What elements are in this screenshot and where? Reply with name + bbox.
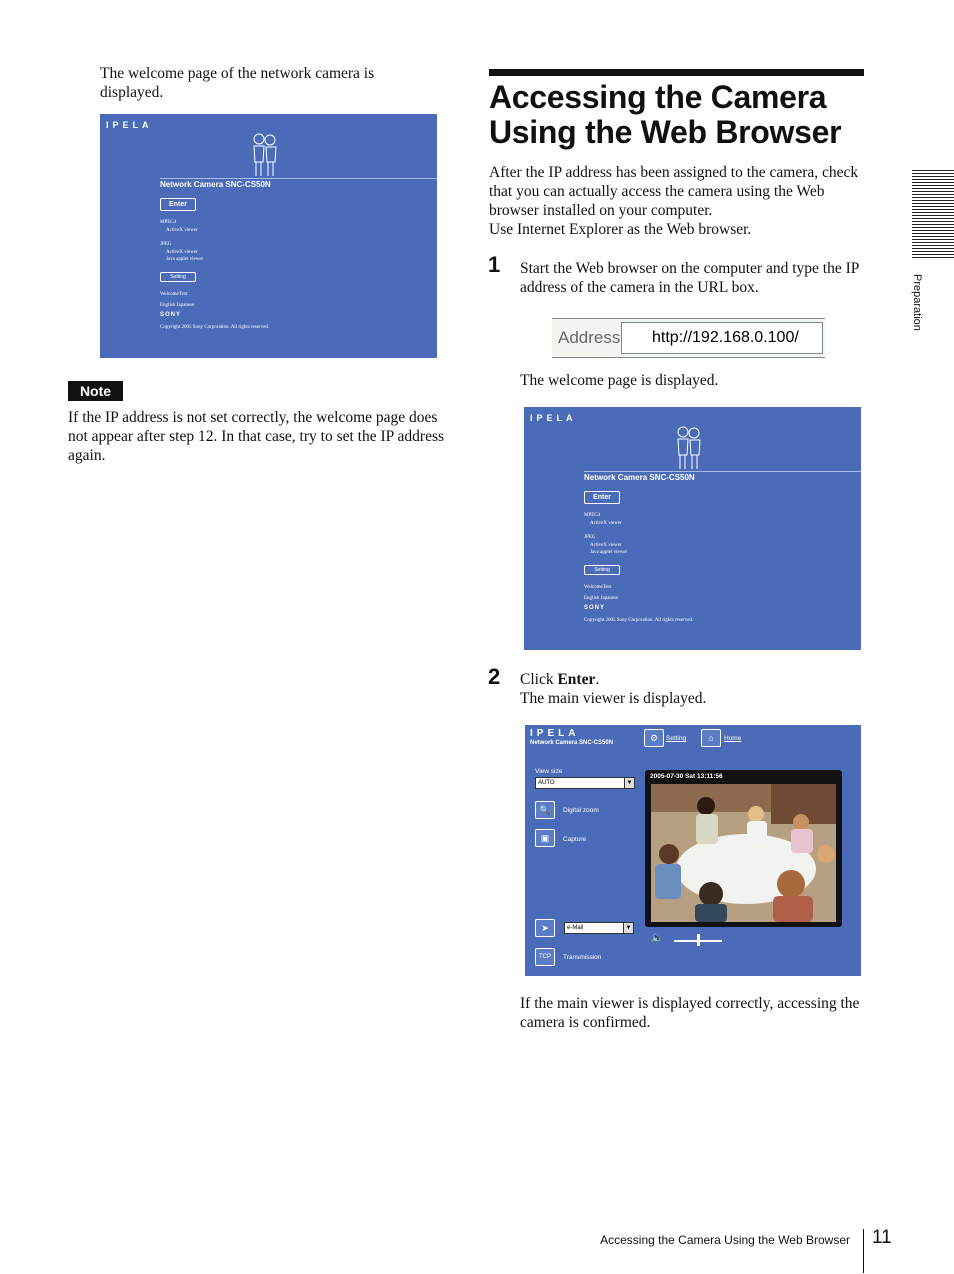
section-tab-stripes [912, 170, 954, 260]
section-intro-line1: After the IP address has been assigned to the camera, check that you can actually access the camera using the Web browser installed on your computer. [489, 164, 859, 219]
home-icon[interactable]: ⌂ [701, 729, 721, 747]
section-title [489, 80, 869, 150]
setting-button[interactable]: Setting [160, 272, 196, 282]
address-bar [552, 318, 825, 358]
chevron-down-icon: ▼ [623, 923, 633, 933]
language-links[interactable]: English Japanese [584, 596, 619, 601]
capture-label[interactable]: Capture [563, 836, 587, 843]
section-title-line1: Accessing the Camera [489, 79, 827, 115]
java-viewer-option[interactable]: Java applet viewer [590, 550, 628, 555]
step-2-suffix: . [595, 671, 600, 688]
ipela-logo: IPELA [530, 728, 580, 739]
section-tab [905, 274, 925, 344]
welcome-page-screenshot-2 [524, 407, 861, 650]
camera-title: Network Camera SNC-CS50N [584, 473, 695, 482]
jpeg-label: JPEG [584, 535, 596, 540]
mascot-icon [674, 425, 704, 471]
setting-button[interactable]: Setting [584, 565, 620, 575]
step-2-result: The main viewer is displayed. [520, 690, 707, 707]
enter-button[interactable]: Enter [584, 491, 620, 504]
volume-slider-handle[interactable] [697, 934, 700, 946]
section-intro [489, 163, 869, 239]
setting-link[interactable]: Setting [666, 735, 687, 742]
welcome-text: WelcomeText [160, 292, 188, 297]
language-links[interactable]: English Japanese [160, 303, 195, 308]
url-value: http://192.168.0.100/ [652, 329, 799, 346]
camera-title: Network Camera SNC-CS50N [160, 180, 271, 189]
activex-viewer-option[interactable]: ActiveX viewer [590, 521, 622, 526]
activex-viewer-option-jpeg[interactable]: ActiveX viewer [590, 543, 622, 548]
chevron-down-icon: ▼ [624, 778, 634, 788]
step-1-text: Start the Web browser on the computer and type the IP address of the camera in the URL box. [520, 260, 859, 296]
view-size-value: AUTO [538, 780, 555, 786]
url-field[interactable] [621, 322, 823, 354]
digital-zoom-icon[interactable]: 🔍 [535, 801, 555, 819]
home-link[interactable]: Home [724, 735, 742, 742]
step-1-number: 1 [488, 252, 501, 277]
speaker-icon[interactable]: 🔈 [651, 933, 664, 944]
jpeg-label: JPEG [160, 242, 172, 247]
digital-zoom-label[interactable]: Digital zoom [563, 807, 599, 814]
running-footer: Accessing the Camera Using the Web Browser [600, 1233, 850, 1247]
title-rule [160, 178, 437, 179]
step-2-text [520, 670, 865, 689]
step-2-number: 2 [488, 664, 501, 689]
mpeg4-label: MPEG4 [160, 220, 177, 225]
java-viewer-option[interactable]: Java applet viewer [166, 257, 204, 262]
activex-viewer-option-jpeg[interactable]: ActiveX viewer [166, 250, 198, 255]
step-2-enter-word: Enter [557, 671, 596, 688]
ipela-logo: IPELA [530, 413, 577, 423]
page-number: 11 [872, 1227, 892, 1248]
copyright: Copyright 2005 Sony Corporation. All rights reserved. [160, 325, 270, 330]
video-timestamp: 2005-07-30 Sat 13:11:56 [650, 773, 723, 780]
note-text: If the IP address is not set correctly, the welcome page does not appear after step 12. In that case, try to set the IP address again. [68, 409, 445, 464]
step-2-prefix: Click [520, 671, 558, 688]
tcp-udp-icon[interactable]: TCP [535, 948, 555, 966]
sony-logo: SONY [160, 312, 182, 318]
send-icon[interactable]: ➤ [535, 919, 555, 937]
mail-select[interactable] [564, 922, 634, 934]
view-size-label: View size [535, 768, 563, 775]
section-intro-line2: Use Internet Explorer as the Web browser. [489, 221, 752, 238]
title-rule [584, 471, 861, 472]
address-label: Address [558, 328, 621, 347]
mail-value: e-Mail [567, 925, 584, 931]
view-size-select[interactable] [535, 777, 635, 789]
note-label: Note [68, 381, 123, 401]
enter-button[interactable]: Enter [160, 198, 196, 211]
sony-logo: SONY [584, 605, 606, 611]
step-1-result: The welcome page is displayed. [520, 372, 719, 389]
activex-viewer-option[interactable]: ActiveX viewer [166, 228, 198, 233]
camera-title: Network Camera SNC-CS50N [530, 740, 614, 746]
camera-video-image [651, 784, 836, 922]
welcome-text: WelcomeText [584, 585, 612, 590]
closing-text: If the main viewer is displayed correctly, accessing the camera is confirmed. [520, 995, 860, 1031]
section-title-line2: Using the Web Browser [489, 114, 842, 150]
footer-divider [863, 1229, 864, 1273]
transmission-label[interactable]: Transmission [563, 954, 602, 961]
setting-icon[interactable]: ⚙ [644, 729, 664, 747]
welcome-page-screenshot [100, 114, 437, 358]
section-tab-label: Preparation [911, 274, 923, 331]
mpeg4-label: MPEG4 [584, 513, 601, 518]
ipela-logo: IPELA [106, 120, 153, 130]
welcome-intro-text: The welcome page of the network camera is displayed. [100, 65, 375, 101]
main-viewer-screenshot [525, 725, 861, 976]
heading-rule [489, 69, 864, 76]
capture-icon[interactable]: ▣ [535, 829, 555, 847]
video-frame [645, 770, 842, 927]
copyright: Copyright 2005 Sony Corporation. All rights reserved. [584, 618, 694, 623]
mascot-icon [250, 132, 280, 178]
